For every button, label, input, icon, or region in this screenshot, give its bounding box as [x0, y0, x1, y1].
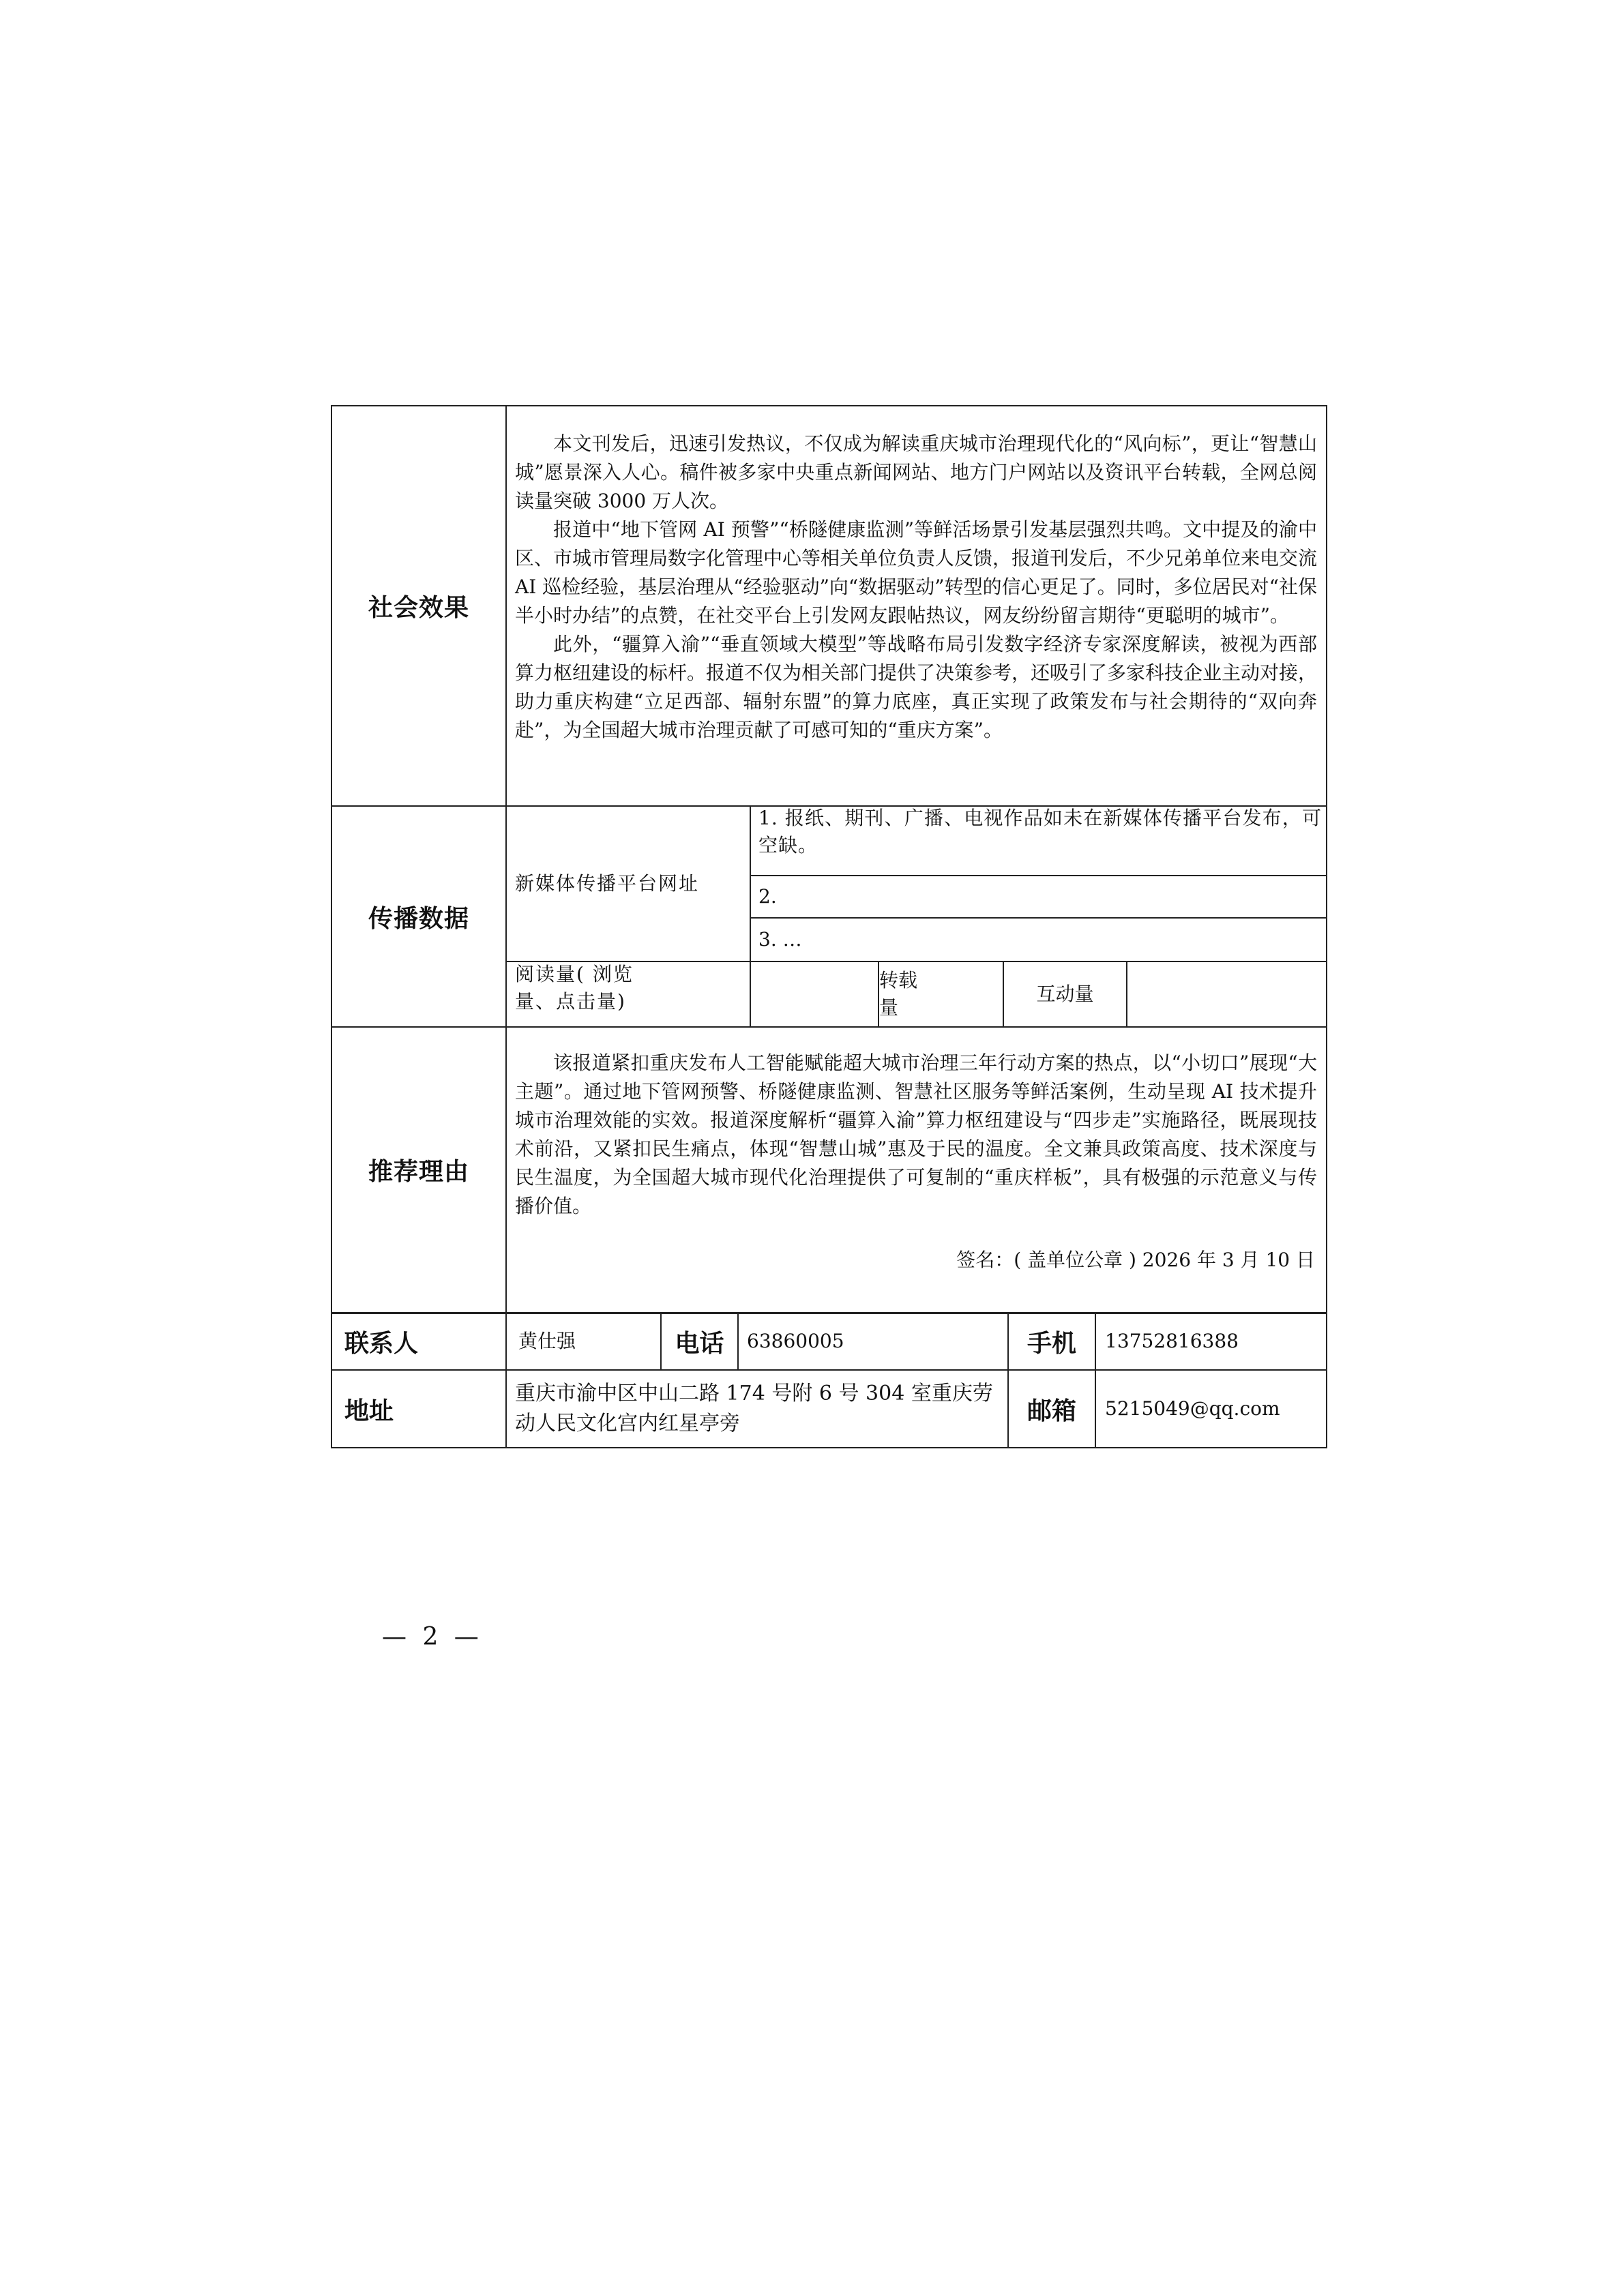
recommend-reason-content — [515, 1049, 1317, 1217]
address-value: 重庆市渝中区中山二路 174 号附 6 号 304 室重庆劳动人民文化宫内红星亭旁 — [515, 1382, 993, 1435]
signature-line: 签名：( 盖单位公章 ) 2026 年 3 月 10 日 — [956, 1249, 1315, 1271]
platform-url-entry: 1. 报纸、期刊、广播、电视作品如未在新媒体传播平台发布，可空缺。 — [758, 807, 1322, 856]
contact-person-value: 黄仕强 — [518, 1330, 576, 1352]
mobile-label: 手机 — [1027, 1329, 1076, 1358]
table-border-right — [1326, 405, 1327, 1448]
recommend-reason-text: 该报道紧扣重庆发布人工智能赋能超大城市治理三年行动方案的热点，以“小切口”展现“大主题”。通过地下管网预警、桥隧健康监测、智慧社区服务等鲜活案例，生动呈现 AI 技术提升城市治理效能的实效。报道深度解析“疆算入渝”算力枢纽建设与“四步走”实施路径，既展现技术前沿，又紧扣民生痛点，体现“智慧山城”惠及于民的温度。全文兼具政策高度、技术深度与民生温度，为全国超大城市现代化治理提供了可复制的“重庆样板”，具有极强的示范意义与传播价值。 — [515, 1052, 1317, 1217]
social-effect-content — [515, 430, 1317, 801]
email-value: 5215049@qq.com — [1105, 1397, 1280, 1420]
page-number: — 2 — — [382, 1623, 483, 1651]
email-label: 邮箱 — [1027, 1397, 1076, 1425]
table-divider — [737, 1312, 739, 1369]
address-label: 地址 — [344, 1397, 394, 1425]
phone-value: 63860005 — [747, 1330, 844, 1352]
read-count-label: 阅读量( 浏览量、点击量) — [515, 963, 634, 1013]
recommend-reason-label: 推荐理由 — [368, 1158, 469, 1186]
table-divider — [505, 405, 507, 1448]
table-border-bottom — [331, 1447, 1327, 1448]
social-effect-paragraph: 此外，“疆算入渝”“垂直领域大模型”等战略布局引发数字经济专家深度解读，被视为西部算力枢纽建设的标杆。报道不仅为相关部门提供了决策参考，还吸引了多家科技企业主动对接，助力重庆构建“立足西部、辐射东盟”的算力底座，真正实现了政策发布与社会期待的“双向奔赴”，为全国超大城市治理贡献了可感可知的“重庆方案”。 — [515, 633, 1318, 741]
repost-count-label: 转载量 — [879, 969, 918, 1019]
interaction-count-label: 互动量 — [1036, 983, 1094, 1005]
platform-url-label: 新媒体传播平台网址 — [515, 872, 700, 895]
social-effect-label: 社会效果 — [368, 594, 469, 622]
social-effect-paragraph: 本文刊发后，迅速引发热议，不仅成为解读重庆城市治理现代化的“风向标”，更让“智慧山城”愿景深入人心。稿件被多家中央重点新闻网站、地方门户网站以及资讯平台转载，全网总阅读量突破 3000 万人次。 — [515, 432, 1317, 512]
platform-url-entry: 3. … — [758, 928, 802, 951]
platform-url-entry: 2. — [758, 885, 777, 908]
contact-person-label: 联系人 — [344, 1329, 419, 1358]
repost-count-value — [941, 962, 1001, 1026]
table-divider — [1095, 1312, 1096, 1447]
mobile-value: 13752816388 — [1105, 1330, 1239, 1352]
read-count-value — [751, 962, 878, 1026]
social-effect-paragraph: 报道中“地下管网 AI 预警”“桥隧健康监测”等鲜活场景引发基层强烈共鸣。文中提及的渝中区、市城市管理局数字化管理中心等相关单位负责人反馈，报道刊发后，不少兄弟单位来电交流 AI 巡检经验，基层治理从“经验驱动”向“数据驱动”转型的信心更足了。同时，多位居民对“社保半小时办结”的点赞，在社交平台上引发网友跟帖热议，网友纷纷留言期待“更聪明的城市”。 — [515, 518, 1318, 627]
phone-label: 电话 — [675, 1329, 724, 1358]
interaction-count-value — [1127, 962, 1326, 1026]
spread-data-label: 传播数据 — [368, 904, 469, 933]
